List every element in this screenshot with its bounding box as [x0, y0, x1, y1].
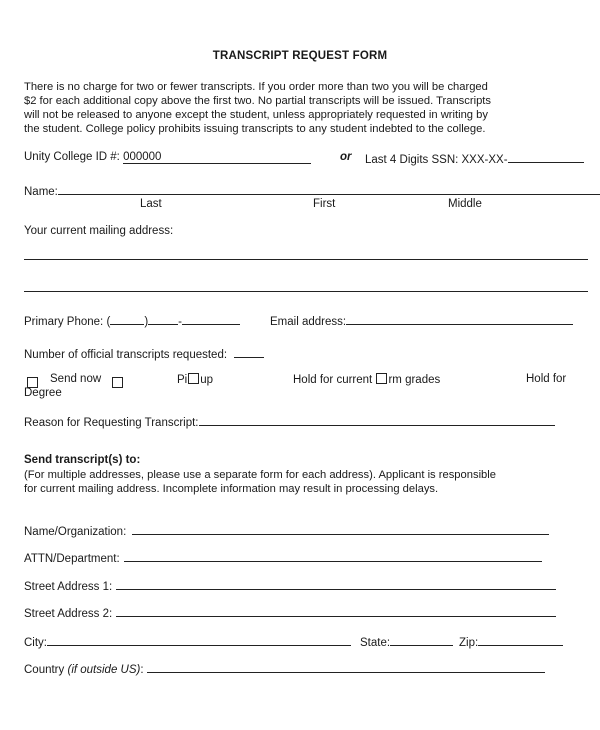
send-to-note-2: for current mailing address. Incomplete information may result in processing delays. — [24, 483, 439, 495]
hold-degree-label-part1: Hold for — [526, 373, 567, 385]
phone-line-field[interactable] — [182, 313, 240, 325]
name-field[interactable] — [58, 183, 600, 195]
form-title: TRANSCRIPT REQUEST FORM — [212, 50, 388, 62]
reason-field[interactable] — [199, 414, 555, 426]
phone-prefix-field[interactable] — [148, 313, 178, 325]
name-sublabel-middle: Middle — [448, 198, 482, 210]
name-org-row — [24, 523, 549, 538]
intro-line-4: the student. College policy prohibits issuing transcripts to any student indebted to the college. — [24, 123, 486, 135]
city-field[interactable] — [47, 634, 351, 646]
country-field[interactable] — [147, 661, 545, 673]
city-label: City: — [24, 637, 47, 649]
street2-field[interactable] — [116, 605, 556, 617]
pickup-option — [177, 373, 213, 386]
state-row — [360, 634, 453, 649]
country-colon: : — [140, 664, 144, 676]
hold-term-option — [293, 373, 440, 386]
zip-label: Zip: — [459, 637, 479, 649]
mailing-address-label: Your current mailing address: — [24, 225, 174, 237]
attn-row — [24, 550, 542, 565]
name-label: Name: — [24, 186, 58, 198]
attn-field[interactable] — [124, 550, 542, 562]
street1-label: Street Address 1: — [24, 581, 113, 593]
email-row — [270, 313, 573, 328]
phone-open-paren: ( — [106, 316, 111, 328]
street2-row — [24, 605, 556, 620]
hold-term-label-part1: Hold for current — [293, 374, 373, 386]
zip-row — [459, 634, 563, 649]
attn-label: ATTN/Department: — [24, 553, 120, 565]
reason-label: Reason for Requesting Transcript: — [24, 417, 199, 429]
copies-row — [24, 346, 264, 361]
reason-row — [24, 414, 555, 429]
country-note: (if outside US) — [67, 664, 141, 676]
name-row — [24, 183, 600, 198]
or-label: or — [340, 151, 352, 163]
send-now-label: Send now — [50, 373, 102, 385]
college-id-field[interactable] — [123, 151, 311, 164]
zip-field[interactable] — [478, 634, 563, 646]
country-label: Country — [24, 664, 65, 676]
phone-label: Primary Phone: — [24, 316, 104, 328]
pickup-inline-checkbox[interactable] — [188, 373, 199, 384]
intro-line-1: There is no charge for two or fewer transcripts. If you order more than two you will be charged — [24, 81, 488, 93]
id-row — [24, 151, 311, 164]
email-label: Email address: — [270, 316, 347, 328]
name-org-label: Name/Organization: — [24, 526, 127, 538]
pickup-label-part2: up — [200, 374, 214, 386]
ssn-label: Last 4 Digits SSN: XXX-XX- — [365, 154, 508, 166]
pickup-label-part1: Pi — [177, 374, 188, 386]
street1-row — [24, 578, 556, 593]
college-id-label: Unity College ID #: — [24, 151, 120, 163]
pickup-checkbox[interactable] — [112, 377, 123, 388]
name-sublabel-last: Last — [140, 198, 162, 210]
copies-label: Number of official transcripts requested: — [24, 349, 228, 361]
phone-row — [24, 313, 240, 328]
hold-degree-label-part2: Degree — [24, 387, 62, 399]
phone-dash: - — [178, 316, 182, 328]
country-row — [24, 661, 545, 676]
college-id-value: 000000 — [123, 151, 162, 163]
ssn-field[interactable] — [508, 151, 584, 163]
street1-field[interactable] — [116, 578, 556, 590]
hold-term-label-part2: rm grades — [388, 374, 441, 386]
street2-label: Street Address 2: — [24, 608, 113, 620]
hold-term-checkbox[interactable] — [376, 373, 387, 384]
pickup-checkbox-wrap — [112, 374, 123, 392]
city-row — [24, 634, 351, 649]
state-label: State: — [360, 637, 391, 649]
phone-close-paren: ) — [144, 316, 149, 328]
send-to-note-1: (For multiple addresses, please use a separate form for each address). Applicant is responsible — [24, 469, 496, 481]
mailing-address-line-1[interactable] — [24, 259, 588, 260]
email-field[interactable] — [346, 313, 573, 325]
state-field[interactable] — [390, 634, 453, 646]
name-sublabel-first: First — [313, 198, 336, 210]
phone-area-code-field[interactable] — [110, 313, 144, 325]
copies-field[interactable] — [234, 346, 264, 358]
name-org-field[interactable] — [132, 523, 549, 535]
intro-line-2: $2 for each additional copy above the first two. No partial transcripts will be issued. Transcripts — [24, 95, 491, 107]
send-to-heading: Send transcript(s) to: — [24, 454, 141, 466]
intro-line-3: will not be released to anyone except the student, unless appropriately requested in writing by — [24, 109, 488, 121]
mailing-address-line-2[interactable] — [24, 291, 588, 292]
ssn-row — [365, 151, 584, 166]
